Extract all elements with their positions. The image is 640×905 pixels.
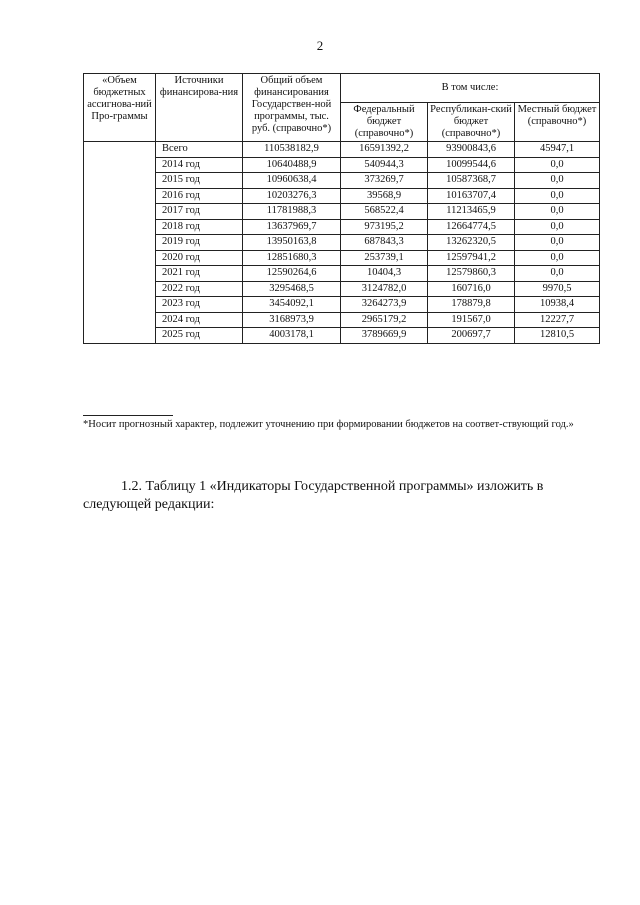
total-cell: 3454092,1 [243,297,341,313]
header-total-funding: Общий объем финансирования Государствен-ной программы, тыс. руб. (справочно*) [243,74,341,142]
table-row [84,188,600,204]
body-paragraph [83,478,583,514]
local-cell: 0,0 [515,266,600,282]
republic-cell: 10099544,6 [428,157,515,173]
header-program-allocations: «Объем бюджетных ассигнова-ний Про-граммы [84,74,156,142]
federal-cell: 540944,3 [341,157,428,173]
federal-cell: 253739,1 [341,250,428,266]
page-number: 2 [316,38,324,53]
empty-cell [84,142,156,344]
federal-cell: 973195,2 [341,219,428,235]
table-row [84,250,600,266]
local-cell: 10938,4 [515,297,600,313]
table-row [84,266,600,282]
total-cell: 12590264,6 [243,266,341,282]
table-row [84,219,600,235]
federal-cell: 39568,9 [341,188,428,204]
source-cell: 2014 год [156,157,243,173]
footnote: *Носит прогнозный характер, подлежит уточнению при формировании бюджетов на соответ-ствующий год.» [83,419,574,430]
local-cell: 0,0 [515,188,600,204]
paragraph-text: 1.2. Таблицу 1 «Индикаторы Государственной программы» изложить в следующей редакции: [83,479,544,512]
local-cell: 9970,5 [515,281,600,297]
local-cell: 0,0 [515,157,600,173]
source-cell: 2021 год [156,266,243,282]
republic-cell: 12664774,5 [428,219,515,235]
republic-cell: 12597941,2 [428,250,515,266]
local-cell: 0,0 [515,219,600,235]
source-cell: 2020 год [156,250,243,266]
header-funding-sources: Источники финансирова-ния [156,74,243,142]
source-cell: 2024 год [156,312,243,328]
federal-cell: 568522,4 [341,204,428,220]
total-cell: 13950163,8 [243,235,341,251]
header-federal-budget: Федеральный бюджет (справочно*) [341,103,428,142]
total-cell: 4003178,1 [243,328,341,344]
total-cell: 12851680,3 [243,250,341,266]
source-cell: 2015 год [156,173,243,189]
federal-cell: 687843,3 [341,235,428,251]
table-row [84,328,600,344]
total-cell: 110538182,9 [243,142,341,158]
local-cell: 0,0 [515,235,600,251]
total-cell: 10203276,3 [243,188,341,204]
republic-cell: 178879,8 [428,297,515,313]
header-local-budget: Местный бюджет (справочно*) [515,103,600,142]
local-cell: 12227,7 [515,312,600,328]
local-cell: 12810,5 [515,328,600,344]
footnote-divider [83,415,173,416]
source-cell: 2022 год [156,281,243,297]
header-republic-budget: Республикан-ский бюджет (справочно*) [428,103,515,142]
republic-cell: 10587368,7 [428,173,515,189]
table-row [84,235,600,251]
table-row [84,204,600,220]
federal-cell: 16591392,2 [341,142,428,158]
budget-table [83,73,600,344]
table-row [84,173,600,189]
header-including: В том числе: [341,74,600,103]
table-row [84,157,600,173]
republic-cell: 160716,0 [428,281,515,297]
total-cell: 11781988,3 [243,204,341,220]
federal-cell: 3124782,0 [341,281,428,297]
republic-cell: 12579860,3 [428,266,515,282]
table-header-row [84,74,600,103]
table-row [84,297,600,313]
total-cell: 13637969,7 [243,219,341,235]
republic-cell: 10163707,4 [428,188,515,204]
local-cell: 45947,1 [515,142,600,158]
source-cell: 2017 год [156,204,243,220]
republic-cell: 191567,0 [428,312,515,328]
federal-cell: 3789669,9 [341,328,428,344]
local-cell: 0,0 [515,173,600,189]
source-cell: 2019 год [156,235,243,251]
table-row [84,142,600,158]
republic-cell: 13262320,5 [428,235,515,251]
total-cell: 10960638,4 [243,173,341,189]
source-cell: 2016 год [156,188,243,204]
federal-cell: 373269,7 [341,173,428,189]
source-cell: 2025 год [156,328,243,344]
table-row [84,312,600,328]
republic-cell: 93900843,6 [428,142,515,158]
federal-cell: 10404,3 [341,266,428,282]
local-cell: 0,0 [515,250,600,266]
local-cell: 0,0 [515,204,600,220]
federal-cell: 2965179,2 [341,312,428,328]
republic-cell: 200697,7 [428,328,515,344]
source-cell: 2018 год [156,219,243,235]
republic-cell: 11213465,9 [428,204,515,220]
source-cell: Всего [156,142,243,158]
total-cell: 3168973,9 [243,312,341,328]
total-cell: 10640488,9 [243,157,341,173]
federal-cell: 3264273,9 [341,297,428,313]
total-cell: 3295468,5 [243,281,341,297]
source-cell: 2023 год [156,297,243,313]
table-row [84,281,600,297]
